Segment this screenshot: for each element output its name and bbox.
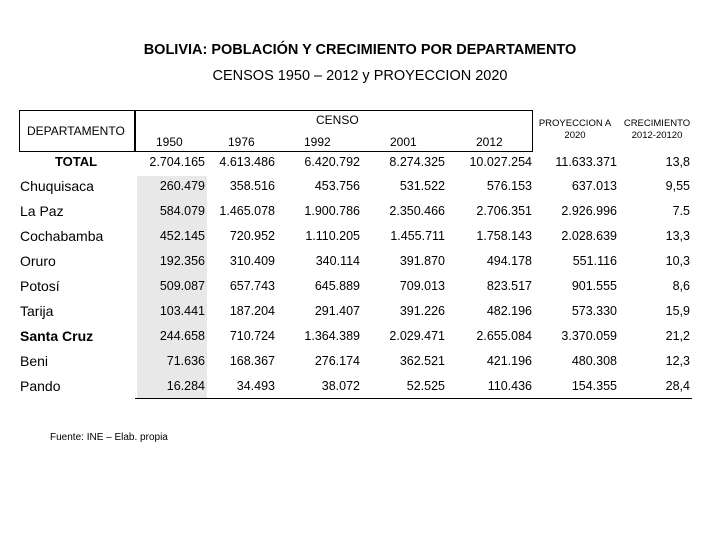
source-note: Fuente: INE – Elab. propia bbox=[50, 432, 168, 443]
table-cell: 480.308 bbox=[571, 354, 617, 368]
department-name: Santa Cruz bbox=[20, 328, 94, 344]
departamento-header: DEPARTAMENTO bbox=[27, 124, 125, 138]
table-cell: 1.758.143 bbox=[476, 229, 532, 243]
page-title: BOLIVIA: POBLACIÓN Y CRECIMIENTO POR DEPARTAMENTO bbox=[143, 42, 577, 58]
table-cell: 1.900.786 bbox=[304, 204, 360, 218]
department-name: Potosí bbox=[20, 278, 60, 294]
table-cell: 13,3 bbox=[665, 229, 690, 243]
table-cell: 3.370.059 bbox=[561, 329, 617, 343]
year-2012-header: 2012 bbox=[476, 135, 503, 149]
table-cell: 720.952 bbox=[229, 229, 275, 243]
table-cell: 391.870 bbox=[399, 254, 445, 268]
year-1950-header: 1950 bbox=[156, 135, 183, 149]
table-cell: 38.072 bbox=[321, 379, 360, 393]
censo-header: CENSO bbox=[316, 113, 359, 127]
department-name: Oruro bbox=[20, 253, 56, 269]
table-cell: 645.889 bbox=[314, 279, 360, 293]
table-cell: 482.196 bbox=[486, 304, 532, 318]
year-2001-header: 2001 bbox=[390, 135, 417, 149]
department-name: Tarija bbox=[20, 303, 54, 319]
table-cell: 7.5 bbox=[672, 204, 690, 218]
table-cell: 453.756 bbox=[314, 179, 360, 193]
table-cell: 2.704.165 bbox=[149, 155, 205, 169]
page-subtitle: CENSOS 1950 – 2012 y PROYECCION 2020 bbox=[212, 68, 508, 84]
table-cell: 509.087 bbox=[159, 279, 205, 293]
table-cell: 21,2 bbox=[665, 329, 690, 343]
table-cell: 103.441 bbox=[159, 304, 205, 318]
table-cell: 2.655.084 bbox=[476, 329, 532, 343]
table-cell: 531.522 bbox=[399, 179, 445, 193]
table-cell: 291.407 bbox=[314, 304, 360, 318]
table-cell: 260.479 bbox=[159, 179, 205, 193]
proyeccion-header: PROYECCION A 2020 bbox=[538, 118, 612, 141]
table-cell: 2.029.471 bbox=[389, 329, 445, 343]
table-cell: 187.204 bbox=[229, 304, 275, 318]
table-cell: 9,55 bbox=[665, 179, 690, 193]
table-cell: 452.145 bbox=[159, 229, 205, 243]
table-cell: 823.517 bbox=[486, 279, 532, 293]
table-cell: 52.525 bbox=[406, 379, 445, 393]
table-cell: 1.455.711 bbox=[390, 229, 445, 243]
table-cell: 901.555 bbox=[571, 279, 617, 293]
table-cell: 10,3 bbox=[665, 254, 690, 268]
table-cell: 28,4 bbox=[665, 379, 690, 393]
table-cell: 573.330 bbox=[571, 304, 617, 318]
table-cell: 10.027.254 bbox=[469, 155, 532, 169]
table-cell: 2.926.996 bbox=[561, 204, 617, 218]
table-cell: 4.613.486 bbox=[219, 155, 275, 169]
table-cell: 192.356 bbox=[159, 254, 205, 268]
table-cell: 1.110.205 bbox=[305, 229, 360, 243]
table-cell: 15,9 bbox=[665, 304, 690, 318]
table-cell: 71.636 bbox=[166, 354, 205, 368]
department-name: Cochabamba bbox=[20, 228, 104, 244]
table-cell: 576.153 bbox=[486, 179, 532, 193]
department-name: Pando bbox=[20, 378, 61, 394]
table-cell: 1.364.389 bbox=[304, 329, 360, 343]
total-label: TOTAL bbox=[54, 154, 98, 169]
department-name: Beni bbox=[20, 353, 49, 369]
crecimiento-header: CRECIMIENTO 2012-20120 bbox=[623, 118, 691, 141]
table-cell: 154.355 bbox=[571, 379, 617, 393]
table-cell: 494.178 bbox=[486, 254, 532, 268]
department-name: La Paz bbox=[20, 203, 64, 219]
table-cell: 2.028.639 bbox=[561, 229, 617, 243]
table-cell: 8,6 bbox=[672, 279, 690, 293]
table-cell: 1.465.078 bbox=[219, 204, 275, 218]
table-cell: 8.274.325 bbox=[389, 155, 445, 169]
table-cell: 110.436 bbox=[487, 379, 532, 393]
table-cell: 168.367 bbox=[229, 354, 275, 368]
table-cell: 276.174 bbox=[314, 354, 360, 368]
table-cell: 11.633.371 bbox=[555, 155, 617, 169]
table-cell: 340.114 bbox=[315, 254, 360, 268]
table-cell: 709.013 bbox=[399, 279, 445, 293]
department-name: Chuquisaca bbox=[20, 178, 94, 194]
table-cell: 2.350.466 bbox=[389, 204, 445, 218]
table-cell: 421.196 bbox=[486, 354, 532, 368]
table-cell: 244.658 bbox=[159, 329, 205, 343]
table-cell: 710.724 bbox=[229, 329, 275, 343]
table-cell: 6.420.792 bbox=[304, 155, 360, 169]
year-1992-header: 1992 bbox=[304, 135, 331, 149]
table-cell: 391.226 bbox=[399, 304, 445, 318]
table-cell: 16.284 bbox=[166, 379, 205, 393]
table-cell: 13,8 bbox=[665, 155, 690, 169]
table-cell: 12,3 bbox=[665, 354, 690, 368]
table-cell: 2.706.351 bbox=[476, 204, 532, 218]
table-cell: 551.116 bbox=[572, 254, 617, 268]
table-cell: 657.743 bbox=[229, 279, 275, 293]
table-cell: 362.521 bbox=[399, 354, 445, 368]
table-cell: 584.079 bbox=[159, 204, 205, 218]
table-cell: 310.409 bbox=[229, 254, 275, 268]
table-cell: 358.516 bbox=[229, 179, 275, 193]
table-cell: 637.013 bbox=[571, 179, 617, 193]
year-1976-header: 1976 bbox=[228, 135, 255, 149]
table-cell: 34.493 bbox=[236, 379, 275, 393]
